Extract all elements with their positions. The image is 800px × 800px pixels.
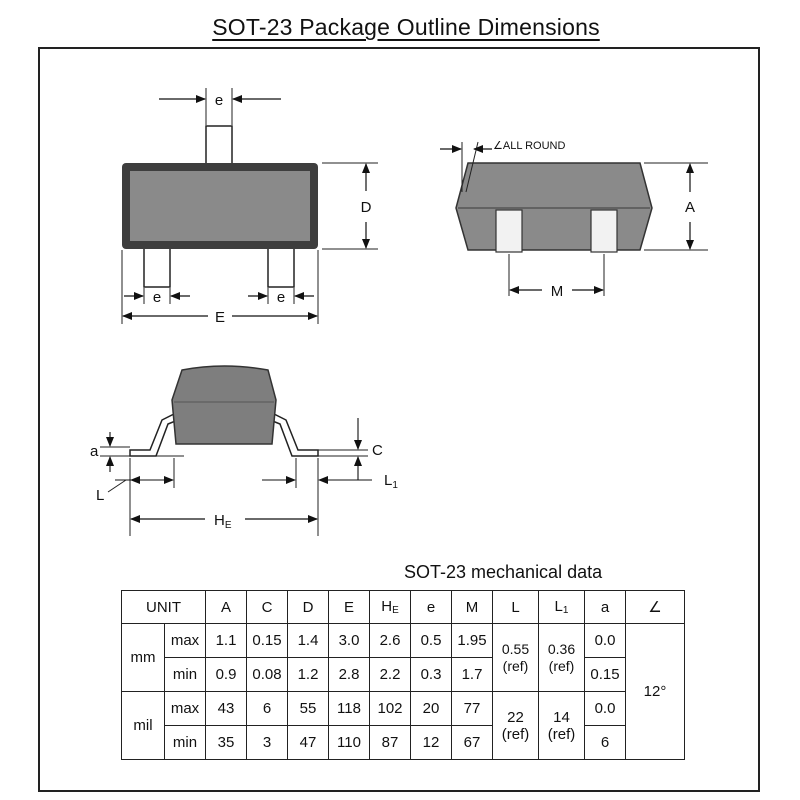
dim-L1: $L_1$ (384, 472, 398, 491)
all-round-label: ∠ALL ROUND (493, 140, 566, 152)
dim-L: L (96, 487, 105, 504)
header-e: e (411, 591, 452, 624)
row-label-min: min (165, 658, 206, 692)
table-row (122, 726, 685, 760)
dim-e-bottom-left: e (152, 289, 162, 306)
mechanical-data-table (121, 590, 685, 760)
cell-mil-max-C: 6 (247, 692, 288, 726)
cell-mm-max-D: 1.4 (288, 624, 329, 658)
side-body (456, 163, 652, 250)
cell-mm-min-A: 0.9 (206, 658, 247, 692)
cell-mil-min-M: 67 (452, 726, 493, 760)
cell-mm-max-a: 0.0 (585, 624, 626, 658)
cell-mm-min-e: 0.3 (411, 658, 452, 692)
cell-mil-max-e: 20 (411, 692, 452, 726)
header-A: A (206, 591, 247, 624)
cell-mm-L1: 0.36 (ref) (539, 624, 585, 692)
end-lead-left (130, 412, 178, 456)
top-lead (206, 126, 232, 164)
page-title: SOT-23 Package Outline Dimensions (212, 14, 600, 40)
cell-mil-max-a: 0.0 (585, 692, 626, 726)
table-row (122, 658, 685, 692)
dim-E: E (214, 309, 226, 326)
dim-D: D (360, 199, 372, 216)
cell-mil-min-C: 3 (247, 726, 288, 760)
cell-mm-max-C: 0.15 (247, 624, 288, 658)
unit-mil: mil (122, 692, 165, 760)
cell-mil-min-A: 35 (206, 726, 247, 760)
header-C: C (247, 591, 288, 624)
end-lead-right (270, 412, 318, 456)
cell-mm-min-M: 1.7 (452, 658, 493, 692)
cell-mm-max-M: 1.95 (452, 624, 493, 658)
header-E: E (329, 591, 370, 624)
cell-mil-L1: 14 (ref) (539, 692, 585, 760)
cell-mm-max-HE: 2.6 (370, 624, 411, 658)
cell-mil-min-a: 6 (585, 726, 626, 760)
row-label-max: max (165, 624, 206, 658)
cell-mm-min-a: 0.15 (585, 658, 626, 692)
side-view (440, 140, 708, 300)
table-row (122, 692, 685, 726)
cell-mil-max-M: 77 (452, 692, 493, 726)
bottom-right-lead (268, 248, 294, 287)
cell-mm-max-e: 0.5 (411, 624, 452, 658)
cell-mil-min-E: 110 (329, 726, 370, 760)
dim-e-bottom-right: e (276, 289, 286, 306)
cell-mm-min-HE: 2.2 (370, 658, 411, 692)
table-header-row (122, 591, 685, 624)
cell-mil-min-e: 12 (411, 726, 452, 760)
cell-mm-min-C: 0.08 (247, 658, 288, 692)
cell-mm-max-E: 3.0 (329, 624, 370, 658)
end-body (172, 366, 276, 444)
dim-e-top: e (214, 92, 224, 109)
cell-mm-L: 0.55 (ref) (493, 624, 539, 692)
header-L: L (493, 591, 539, 624)
cell-mm-min-E: 2.8 (329, 658, 370, 692)
header-L1: $L_1$ (539, 591, 585, 624)
dim-A: A (684, 199, 696, 216)
cell-mil-max-A: 43 (206, 692, 247, 726)
dim-HE: $H_E$ (214, 512, 232, 531)
cell-angle: 12° (626, 624, 685, 760)
header-unit: UNIT (122, 591, 206, 624)
cell-mil-min-D: 47 (288, 726, 329, 760)
cell-mm-min-D: 1.2 (288, 658, 329, 692)
package-body-top (130, 171, 310, 241)
table-caption: SOT-23 mechanical data (404, 562, 603, 582)
header-a: a (585, 591, 626, 624)
end-view (90, 366, 398, 536)
header-HE: $H_E$ (370, 591, 411, 624)
cell-mil-max-E: 118 (329, 692, 370, 726)
top-view (122, 88, 378, 326)
side-lead-left (496, 210, 522, 252)
row-label-min: min (165, 726, 206, 760)
dim-a: a (90, 443, 99, 460)
cell-mil-max-HE: 102 (370, 692, 411, 726)
header-M: M (452, 591, 493, 624)
header-angle: ∠ (626, 591, 685, 624)
table-row (122, 624, 685, 658)
cell-mil-L: 22 (ref) (493, 692, 539, 760)
cell-mil-max-D: 55 (288, 692, 329, 726)
side-lead-right (591, 210, 617, 252)
bottom-left-lead (144, 248, 170, 287)
dim-M: M (550, 283, 564, 300)
cell-mil-min-HE: 87 (370, 726, 411, 760)
dim-C: C (372, 442, 383, 459)
cell-mm-max-A: 1.1 (206, 624, 247, 658)
row-label-max: max (165, 692, 206, 726)
header-D: D (288, 591, 329, 624)
unit-mm: mm (122, 624, 165, 692)
